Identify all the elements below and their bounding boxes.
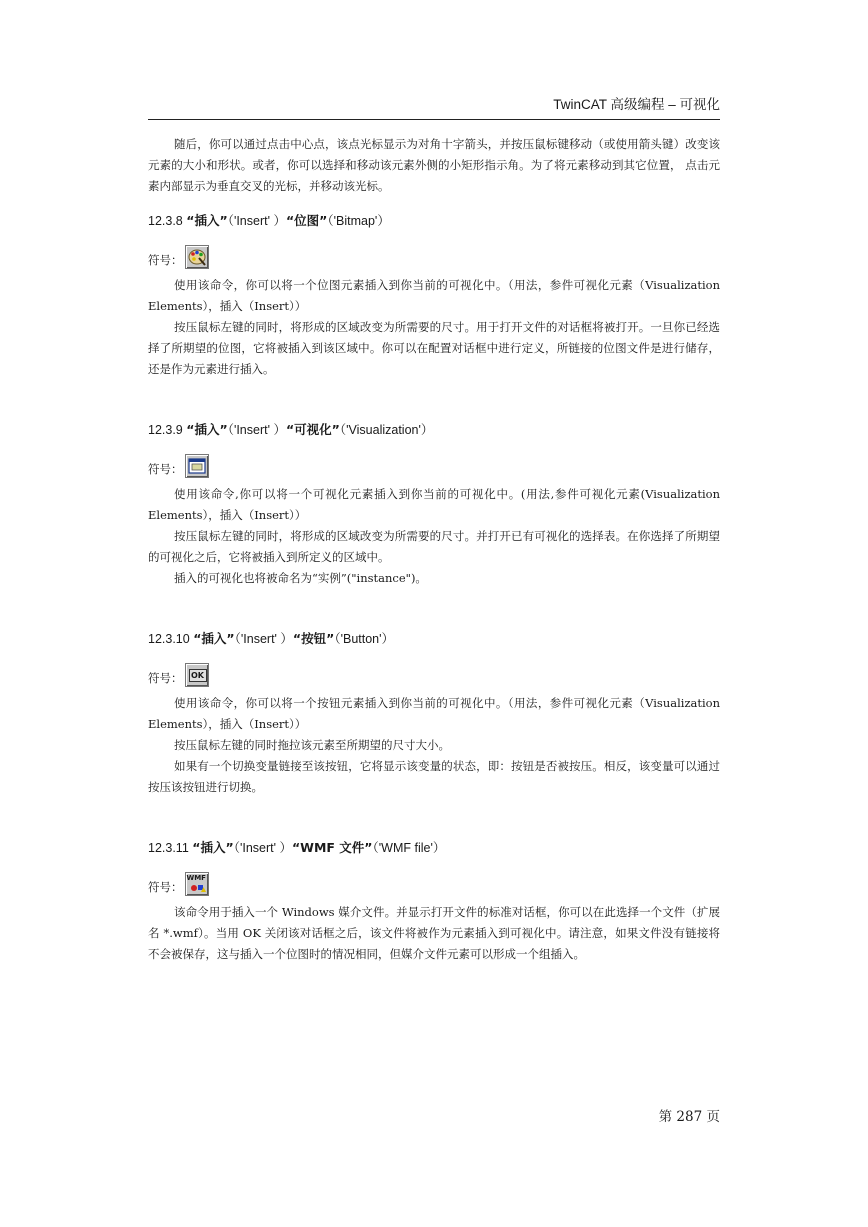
- ok-button-icon: [185, 663, 209, 687]
- symbol-row: [148, 872, 720, 896]
- wmf-file-icon: [185, 872, 209, 896]
- symbol-row: [148, 245, 720, 269]
- section-heading: 12.3.8 “插入”（'Insert' ）“位图”（'Bitmap'）: [148, 213, 390, 228]
- intro-paragraph: 随后，你可以通过点击中心点，该点光标显示为对角十字箭头，并按压鼠标键移动（或使用箭头键）改变该元素的大小和形状。或者，你可以选择和移动该元素外侧的小矩形指示角。为了将元素移动到其它位置， 点击元素内部显示为垂直交叉的光标，并移动该光标。: [148, 137, 720, 193]
- section-heading: 12.3.9 “插入”（'Insert' ）“可视化”（'Visualization'）: [148, 422, 434, 437]
- symbol-label: 符号：: [148, 253, 183, 267]
- palette-icon: [185, 245, 209, 269]
- section-visualization: [148, 420, 720, 589]
- symbol-label: 符号：: [148, 462, 183, 476]
- page-header: TwinCAT 高级编程 – 可视化: [148, 93, 720, 120]
- section-paragraph: 如果有一个切换变量链接至该按钮，它将显示该变量的状态，即：按钮是否被按压。相反，该变量可以通过按压该按钮进行切换。: [148, 759, 720, 794]
- section-paragraph: 按压鼠标左键的同时拖拉该元素至所期望的尺寸大小。: [174, 738, 450, 752]
- section-paragraph: 使用该命令，你可以将一个按钮元素插入到你当前的可视化中。（用法，参件可视化元素（Visualization Elements），插入（Insert））: [148, 696, 720, 731]
- symbol-row: [148, 454, 720, 478]
- section-heading: 12.3.11 “插入”（'Insert' ）“WMF 文件”（'WMF file'）: [148, 840, 446, 855]
- section-paragraph: 插入的可视化也将被命名为“实例”("instance")。: [174, 571, 427, 585]
- visualization-icon: [185, 454, 209, 478]
- page-content: [148, 134, 720, 965]
- section-paragraph: 使用该命令,你可以将一个可视化元素插入到你当前的可视化中。(用法,参件可视化元素(Visualization Elements），插入（Insert））: [148, 487, 720, 522]
- wmf-icon-text: WMF: [186, 874, 206, 882]
- section-paragraph: 按压鼠标左键的同时，将形成的区域改变为所需要的尺寸。用于打开文件的对话框将被打开。一旦你已经选择了所期望的位图，它将被插入到该区域中。你可以在配置对话框中进行定义，所链接的位图文件是进行储存，还是作为元素进行插入。: [148, 320, 720, 376]
- ok-icon-text: OK: [189, 669, 207, 682]
- symbol-label: 符号：: [148, 671, 183, 685]
- page-number: 第 287 页: [658, 1109, 720, 1125]
- section-heading: 12.3.10 “插入”（'Insert' ）“按钮”（'Button'）: [148, 631, 395, 646]
- section-paragraph: 按压鼠标左键的同时，将形成的区域改变为所需要的尺寸。并打开已有可视化的选择表。在你选择了所期望的可视化之后，它将被插入到所定义的区域中。: [148, 529, 720, 564]
- symbol-label: 符号：: [148, 880, 183, 894]
- section-button: [148, 629, 720, 798]
- section-bitmap: [148, 211, 720, 380]
- section-paragraph: 该命令用于插入一个 Windows 媒介文件。并显示打开文件的标准对话框，你可以在此选择一个文件（扩展名 *.wmf）。当用 OK 关闭该对话框之后，该文件将被作为元素插入到可视化中。请注意，如果文件没有链接将不会被保存，这与插入一个位图时的情况相同，但媒介文件元素可以形成一个组插入。: [148, 905, 720, 961]
- section-wmf-file: [148, 838, 720, 965]
- symbol-row: [148, 663, 720, 687]
- section-paragraph: 使用该命令，你可以将一个位图元素插入到你当前的可视化中。（用法，参件可视化元素（Visualization Elements），插入（Insert））: [148, 278, 720, 313]
